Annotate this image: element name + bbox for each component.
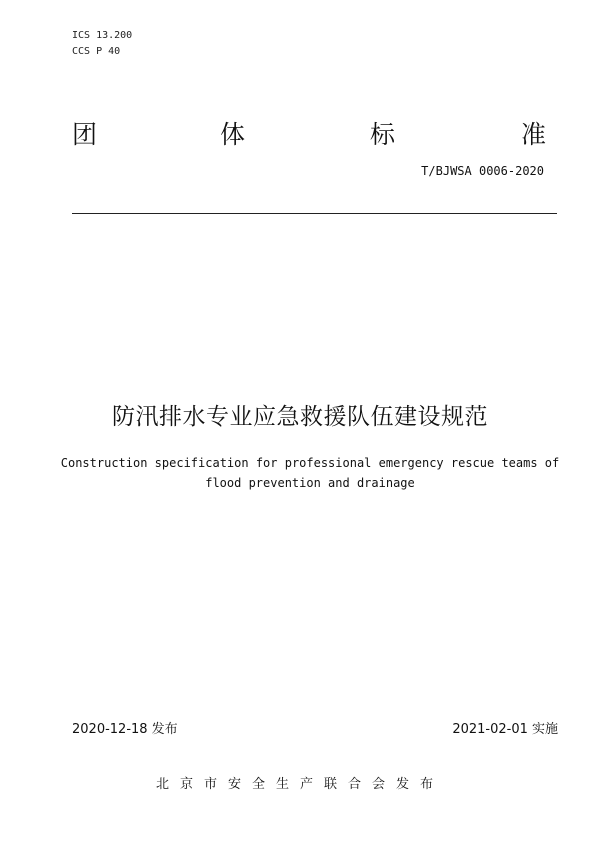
ccs-code: CCS P 40: [72, 46, 121, 57]
document-type-char-2: 体: [220, 120, 246, 149]
document-title-en-line-1: Construction specification for professional emergency rescue teams of: [60, 456, 560, 470]
implementation-date: 2021-02-01 实施: [452, 722, 558, 737]
release-date: 2020-12-18 发布: [72, 722, 178, 737]
document-type-char-1: 团: [72, 120, 98, 149]
publisher: 北京市安全生产联合会发布: [155, 777, 444, 792]
standard-number: T/BJWSA 0006-2020: [421, 164, 544, 178]
document-title-zh: 防汛排水专业应急救援队伍建设规范: [112, 404, 488, 430]
header-divider: [72, 213, 557, 214]
document-type-char-4: 准: [521, 120, 547, 149]
document-type-char-3: 标: [370, 120, 396, 149]
ics-code: ICS 13.200: [72, 30, 133, 41]
document-title-en-line-2: flood prevention and drainage: [205, 476, 415, 490]
document-title-en: [60, 453, 560, 493]
